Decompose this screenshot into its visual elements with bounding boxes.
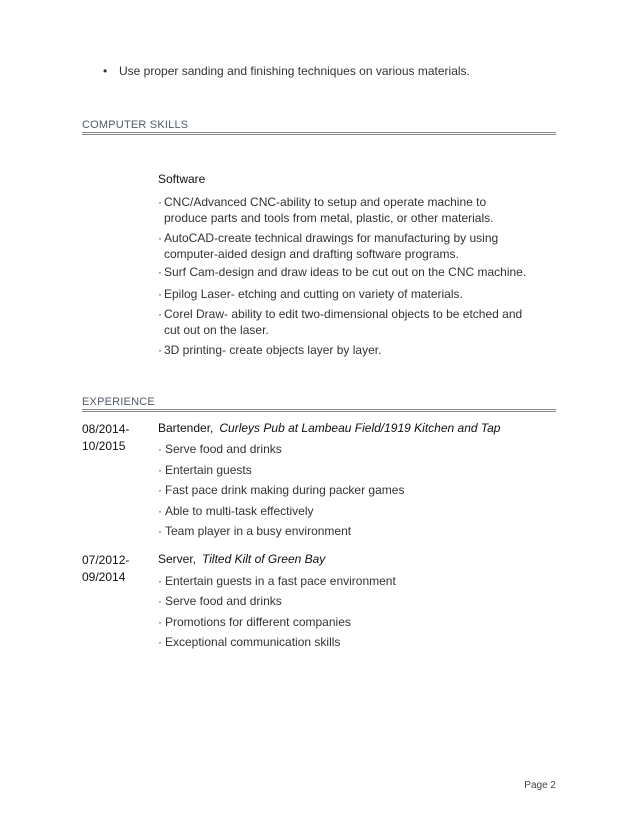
skill-text: Surf Cam-design and draw ideas to be cut out on the CNC machine. [164,265,527,279]
skill-text: Epilog Laser- etching and cutting on variety of materials. [164,287,463,301]
bullet-dot-icon: · [158,594,162,608]
job-role: Bartender, [158,421,214,435]
duty-text: Entertain guests [165,463,252,477]
computer-skills-heading: COMPUTER SKILLS [82,119,189,131]
skill-text: AutoCAD-create technical drawings for manufacturing by using computer-aided design and drafting software programs. [164,231,499,261]
job-role: Server, [158,552,197,566]
job-title [158,552,325,566]
bullet-dot-icon: · [158,504,162,518]
job-dates: 07/2012- 09/2014 [82,553,130,584]
duty-item [158,594,282,608]
bullet-dot-icon: · [158,463,162,477]
bullet-dot-icon: · [158,524,162,538]
skill-item [158,286,528,302]
duty-item [158,483,405,497]
duty-item [158,442,282,456]
skill-item [158,306,528,338]
skill-item [158,230,528,262]
bullet-dot-icon: · [158,442,162,456]
job-employer: Tilted Kilt of Green Bay [202,552,326,566]
job-title [158,421,500,435]
computer-skills-divider [82,132,556,135]
skill-text: 3D printing- create objects layer by layer. [164,343,382,357]
duty-item [158,524,352,538]
duty-item [158,615,351,629]
duty-item [158,504,314,518]
bullet-dot-icon: · [158,307,162,321]
bullet-dot-icon: · [158,231,162,245]
job-employer: Curleys Pub at Lambeau Field/1919 Kitchen and Tap [219,421,501,435]
bullet-dot-icon: · [158,265,162,279]
skill-item [158,342,528,358]
skill-text: CNC/Advanced CNC-ability to setup and operate machine to produce parts and tools from metal, plastic, or other materials. [164,195,494,225]
page-number: Page 2 [524,780,556,791]
duty-item [158,635,341,649]
experience-heading: EXPERIENCE [82,396,155,408]
duty-text: Team player in a busy environment [165,524,352,538]
duty-text: Promotions for different companies [165,615,351,629]
duty-text: Able to multi-task effectively [165,504,314,518]
duty-text: Entertain guests in a fast pace environment [165,574,396,588]
bullet-dot-icon: • [103,64,108,78]
bullet-dot-icon: · [158,287,162,301]
duty-item [158,463,252,477]
duty-text: Serve food and drinks [165,594,282,608]
duty-text: Exceptional communication skills [165,635,341,649]
duty-text: Fast pace drink making during packer games [165,483,405,497]
bullet-dot-icon: · [158,195,162,209]
bullet-dot-icon: · [158,343,162,357]
skill-item [158,194,528,226]
skill-item [158,264,528,280]
skill-text: Corel Draw- ability to edit two-dimensional objects to be etched and cut out on the laser. [164,307,523,337]
bullet-dot-icon: · [158,483,162,497]
duty-item [158,574,396,588]
top-bullet-text: Use proper sanding and finishing techniques on various materials. [119,64,470,78]
bullet-dot-icon: · [158,615,162,629]
experience-divider [82,409,556,412]
bullet-dot-icon: · [158,635,162,649]
duty-text: Serve food and drinks [165,442,282,456]
software-subheading: Software [158,172,206,186]
job-dates: 08/2014- 10/2015 [82,422,130,453]
bullet-dot-icon: · [158,574,162,588]
